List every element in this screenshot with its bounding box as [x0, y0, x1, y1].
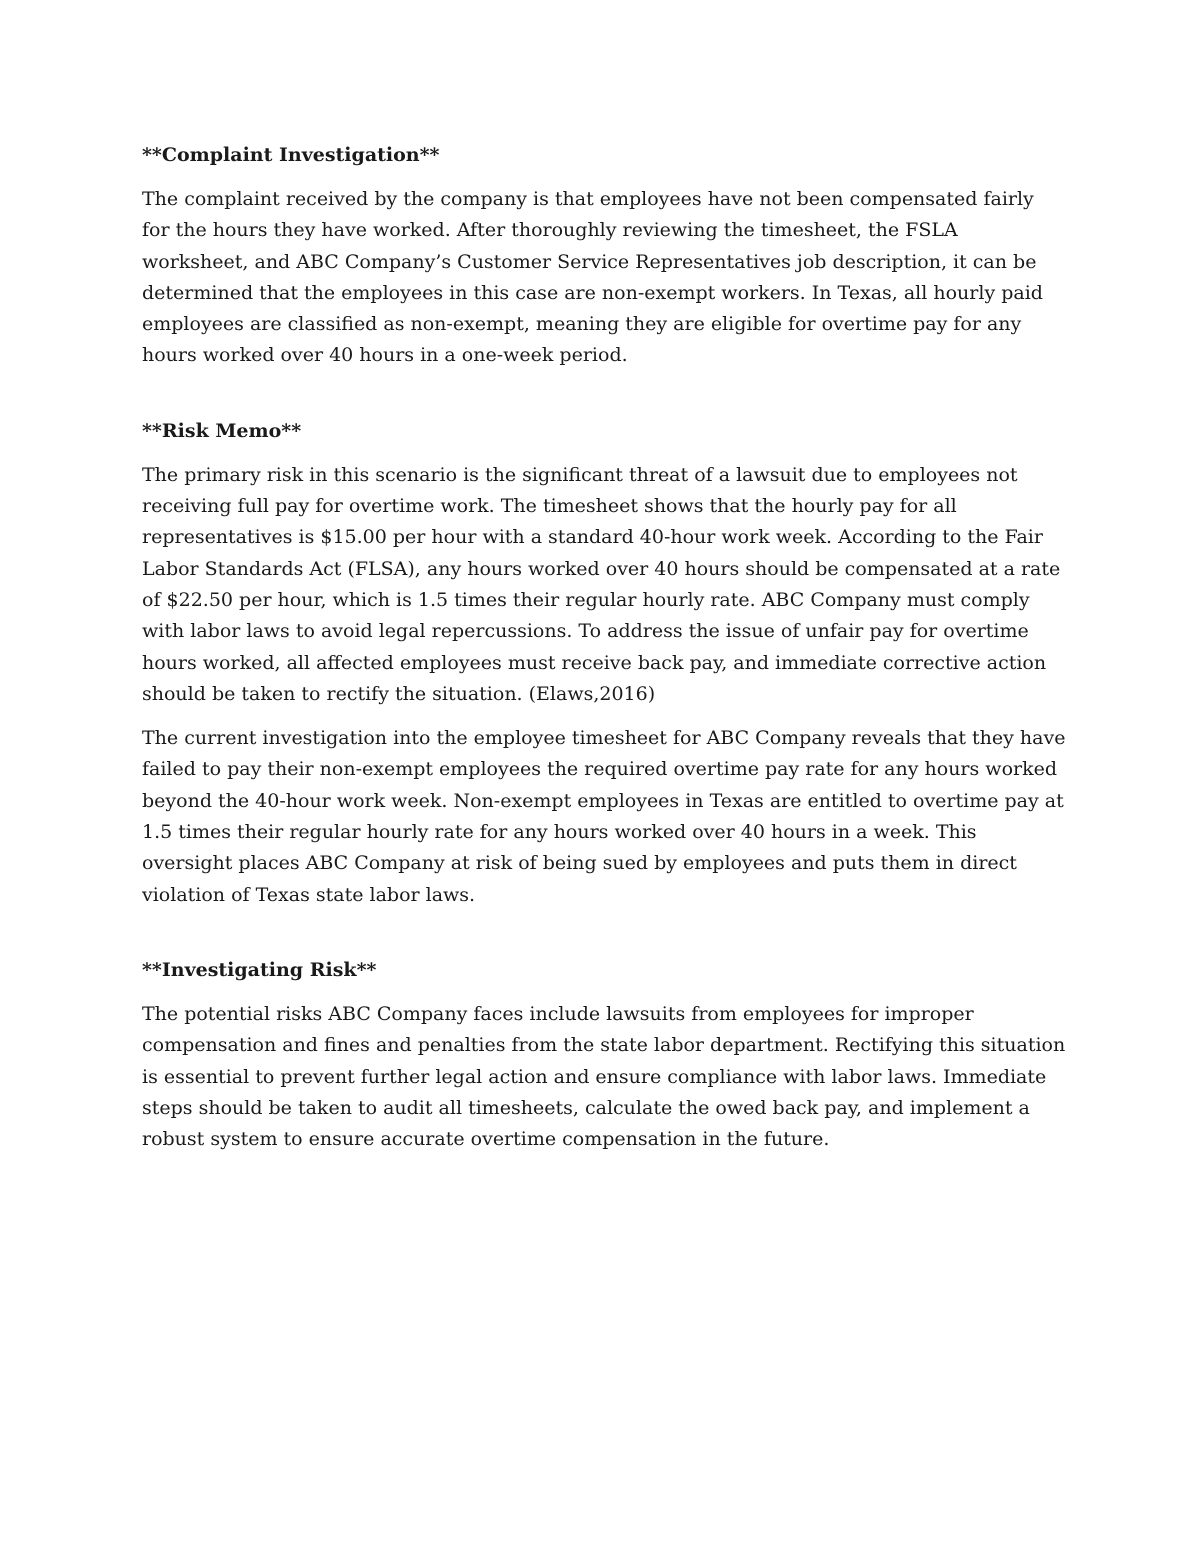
section-risk-memo — [142, 416, 1067, 911]
section-complaint-investigation — [142, 140, 1067, 372]
paragraph: The primary risk in this scenario is the significant threat of a lawsuit due to employees not receiving full pay for overtime work. The timesheet shows that the hourly pay for all representatives is $15.00 per hour with a standard 40-hour work week. According to the Fair Labor Standards Act (FLSA), any hours worked over 40 hours should be compensated at a rate of $22.50 per hour, which is 1.5 times their regular hourly rate. ABC Company must comply with labor laws to avoid legal repercussions. To address the issue of unfair pay for overtime hours worked, all affected employees must receive back pay, and immediate corrective action should be taken to rectify the situation. (Elaws,2016) — [142, 463, 1061, 705]
paragraph: The complaint received by the company is that employees have not been compensated fairly for the hours they have worked. After thoroughly reviewing the timesheet, the FSLA worksheet, and ABC Company’s Customer Service Representatives job description, it can be determined that the employees in this case are non-exempt workers. In Texas, all hourly paid employees are classified as non-exempt, meaning they are eligible for overtime pay for any hours worked over 40 hours in a one-week period. — [142, 188, 1043, 367]
section-heading: **Investigating Risk** — [142, 958, 377, 981]
section-heading: **Complaint Investigation** — [142, 144, 440, 166]
paragraph: The potential risks ABC Company faces include lawsuits from employees for improper compensation and fines and penalties from the state labor department. Rectifying this situation is essential to prevent further legal action and ensure compliance with labor laws. Immediate steps should be taken to audit all timesheets, calculate the owed back pay, and implement a robust system to ensure accurate overtime compensation in the future. — [142, 1002, 1066, 1151]
section-heading: **Risk Memo** — [142, 419, 302, 442]
document-body — [142, 140, 1067, 1155]
paragraph: The current investigation into the employee timesheet for ABC Company reveals that they have failed to pay their non-exempt employees the required overtime pay rate for any hours worked beyond the 40-hour work week. Non-exempt employees in Texas are entitled to overtime pay at 1.5 times their regular hourly rate for any hours worked over 40 hours in a week. This oversight places ABC Company at risk of being sued by employees and puts them in direct violation of Texas state labor laws. — [142, 727, 1066, 906]
section-investigating-risk — [142, 955, 1067, 1155]
